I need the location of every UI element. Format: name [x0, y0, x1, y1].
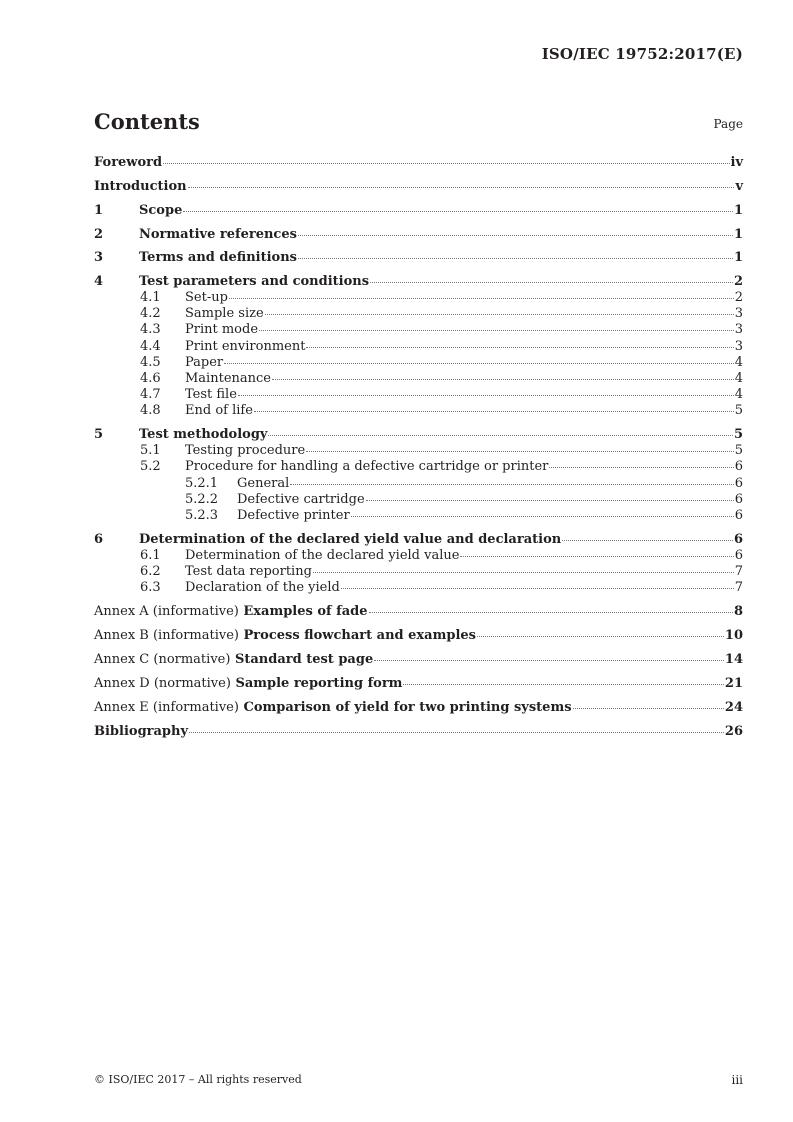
toc-entry-label: Comparison of yield for two printing systems [243, 700, 572, 715]
leader-dots [298, 235, 733, 236]
toc-entry-number: 4.7 [140, 387, 161, 402]
toc-entry-page: 5 [734, 403, 743, 418]
toc-entry-label: Test file [185, 387, 237, 402]
toc-entry-number: 6.2 [140, 564, 161, 579]
leader-dots [562, 540, 733, 541]
leader-dots [351, 516, 734, 517]
toc-entry-label: Test data reporting [185, 564, 312, 579]
leader-dots [290, 484, 733, 485]
toc-entry-number: 2 [94, 227, 104, 242]
toc-entry-number: 5.1 [140, 443, 161, 458]
leader-dots [189, 732, 724, 733]
toc-entry-annex-e[interactable] [94, 700, 743, 716]
leader-dots [229, 298, 734, 299]
toc-entry-page: 7 [734, 580, 743, 595]
toc-entry-label: Sample size [185, 306, 264, 321]
toc-entry-paper[interactable] [94, 355, 743, 371]
toc-entry-number: 6.1 [140, 548, 161, 563]
toc-entry-page: 14 [724, 652, 743, 667]
toc-entry-number: 4.4 [140, 339, 161, 354]
toc-entry-test-file[interactable] [94, 387, 743, 403]
toc-entry-number: 5.2.1 [185, 476, 219, 491]
leader-dots [183, 211, 733, 212]
toc-entry-page: 6 [734, 459, 743, 474]
toc-entry-number: 4.5 [140, 355, 161, 370]
toc-entry-label: Procedure for handling a defective cartridge or printer [185, 459, 549, 474]
toc-entry-set-up[interactable] [94, 290, 743, 306]
toc-entry-annex-prefix: Annex C (normative) [94, 652, 231, 667]
toc-entry-page: 3 [734, 339, 743, 354]
toc-entry-number: 3 [94, 250, 104, 265]
leader-dots [374, 660, 724, 661]
toc-entry-number: 4.6 [140, 371, 161, 386]
toc-entry-page: 2 [733, 274, 743, 289]
toc-entry-scope[interactable] [94, 203, 743, 219]
toc-entry-page: 6 [734, 476, 743, 491]
leader-dots [272, 379, 734, 380]
toc-entry-introduction[interactable] [94, 179, 743, 195]
toc-entry-label: Standard test page [234, 652, 374, 667]
leader-dots [460, 556, 733, 557]
toc-entry-number: 5.2 [140, 459, 161, 474]
toc-entry-print-environment[interactable] [94, 339, 743, 355]
toc-entry-label: Defective cartridge [237, 492, 365, 507]
toc-entry-page: 1 [733, 203, 743, 218]
toc-entry-label: Maintenance [185, 371, 271, 386]
toc-entry-label: Process flowchart and examples [243, 628, 476, 643]
toc-entry-page: 10 [724, 628, 743, 643]
toc-entry-number: 4.1 [140, 290, 161, 305]
toc-entry-page: 3 [734, 322, 743, 337]
toc-entry-page: 26 [724, 724, 743, 739]
leader-dots [163, 163, 729, 164]
page-number: iii [731, 1073, 743, 1087]
toc-entry-number: 5.2.3 [185, 508, 219, 523]
toc-entry-page: iv [730, 155, 743, 170]
page-column-label: Page [713, 117, 743, 131]
toc-entry-test-data-reporting[interactable] [94, 564, 743, 580]
toc-entry-page: 5 [733, 427, 743, 442]
toc-entry-page: 7 [734, 564, 743, 579]
toc-entry-number: 6.3 [140, 580, 161, 595]
toc-entry-number: 4.3 [140, 322, 161, 337]
toc-entry-number: 4.2 [140, 306, 161, 321]
toc-entry-page: 8 [733, 604, 743, 619]
toc-entry-number: 4.8 [140, 403, 161, 418]
toc-entry-page: 6 [734, 508, 743, 523]
leader-dots [573, 708, 724, 709]
toc-entry-label: Bibliography [94, 724, 189, 739]
toc-entry-declaration-of-yield[interactable] [94, 580, 743, 596]
toc-entry-number: 5.2.2 [185, 492, 219, 507]
toc-entry-number: 1 [94, 203, 104, 218]
toc-entry-defective-cartridge[interactable] [94, 492, 743, 508]
toc-entry-annex-b[interactable] [94, 628, 743, 644]
toc-entry-general[interactable] [94, 476, 743, 492]
toc-entry-label: Set-up [185, 290, 228, 305]
toc-entry-annex-a[interactable] [94, 604, 743, 620]
toc-entry-page: v [735, 179, 743, 194]
toc-entry-defective-printer[interactable] [94, 508, 743, 524]
toc-entry-label: General [237, 476, 290, 491]
toc-entry-annex-prefix: Annex A (informative) [94, 604, 239, 619]
toc-entry-label: Determination of the declared yield value and declaration [139, 532, 562, 547]
contents-title-row [94, 109, 743, 139]
toc-entry-page: 21 [724, 676, 743, 691]
toc-entry-declared-yield-value[interactable] [94, 548, 743, 564]
toc-entry-page: 6 [734, 548, 743, 563]
leader-dots [268, 435, 732, 436]
leader-dots [238, 395, 734, 396]
leader-dots [313, 572, 734, 573]
toc-entry-annex-prefix: Annex B (informative) [94, 628, 239, 643]
leader-dots [549, 467, 733, 468]
leader-dots [477, 636, 724, 637]
toc-entry-label: Introduction [94, 179, 187, 194]
toc-entry-page: 6 [734, 492, 743, 507]
leader-dots [306, 451, 734, 452]
page-title: Contents [94, 109, 200, 134]
toc-entry-test-parameters[interactable] [94, 274, 743, 290]
leader-dots [188, 187, 735, 188]
toc-entry-label: Normative references [139, 227, 297, 242]
toc-entry-label: Scope [139, 203, 183, 218]
leader-dots [224, 363, 734, 364]
toc-entry-label: Determination of the declared yield value [185, 548, 460, 563]
toc-entry-defective-handling[interactable] [94, 459, 743, 475]
toc-entry-number: 5 [94, 427, 104, 442]
toc-entry-page: 4 [734, 355, 743, 370]
leader-dots [306, 347, 733, 348]
toc-entry-bibliography[interactable] [94, 724, 743, 740]
toc-entry-label: Defective printer [237, 508, 350, 523]
leader-dots [366, 500, 734, 501]
leader-dots [369, 612, 733, 613]
toc-entry-page: 6 [733, 532, 743, 547]
toc-entry-page: 4 [734, 387, 743, 402]
toc-entry-number: 6 [94, 532, 104, 547]
document-id-header: ISO/IEC 19752:2017(E) [541, 45, 743, 63]
leader-dots [370, 282, 733, 283]
toc-entry-page: 5 [734, 443, 743, 458]
toc-entry-sample-size[interactable] [94, 306, 743, 322]
toc-entry-label: Declaration of the yield [185, 580, 340, 595]
toc-entry-page: 4 [734, 371, 743, 386]
toc-entry-label: Test parameters and conditions [139, 274, 370, 289]
toc-entry-label: Paper [185, 355, 224, 370]
toc-entry-maintenance[interactable] [94, 371, 743, 387]
leader-dots [403, 684, 723, 685]
toc-entry-foreword[interactable] [94, 155, 743, 171]
copyright-notice: © ISO/IEC 2017 – All rights reserved [94, 1073, 302, 1086]
toc-entry-label: Foreword [94, 155, 163, 170]
leader-dots [254, 411, 734, 412]
toc-entry-print-mode[interactable] [94, 322, 743, 338]
leader-dots [265, 314, 734, 315]
toc-entry-testing-procedure[interactable] [94, 443, 743, 459]
toc-entry-normative-references[interactable] [94, 227, 743, 243]
toc-entry-label: Examples of fade [243, 604, 368, 619]
toc-entry-page: 24 [724, 700, 743, 715]
toc-entry-annex-c[interactable] [94, 652, 743, 668]
toc-entry-label: Print environment [185, 339, 306, 354]
toc-entry-page: 1 [733, 250, 743, 265]
leader-dots [298, 258, 733, 259]
toc-entry-test-methodology[interactable] [94, 427, 743, 443]
toc-entry-declared-yield[interactable] [94, 532, 743, 548]
toc-entry-label: Sample reporting form [235, 676, 403, 691]
toc-entry-annex-prefix: Annex E (informative) [94, 700, 239, 715]
toc-entry-label: Print mode [185, 322, 259, 337]
toc-entry-label: Test methodology [139, 427, 268, 442]
toc-entry-end-of-life[interactable] [94, 403, 743, 419]
toc-entry-annex-d[interactable] [94, 676, 743, 692]
toc-entry-annex-prefix: Annex D (normative) [94, 676, 231, 691]
toc-entry-number: 4 [94, 274, 104, 289]
toc-entry-page: 1 [733, 227, 743, 242]
toc-entry-terms-and-definitions[interactable] [94, 250, 743, 266]
leader-dots [341, 588, 734, 589]
leader-dots [259, 330, 734, 331]
toc-entry-label: End of life [185, 403, 253, 418]
toc-entry-label: Testing procedure [185, 443, 306, 458]
toc-entry-page: 3 [734, 306, 743, 321]
toc-entry-page: 2 [734, 290, 743, 305]
toc-entry-label: Terms and definitions [139, 250, 297, 265]
